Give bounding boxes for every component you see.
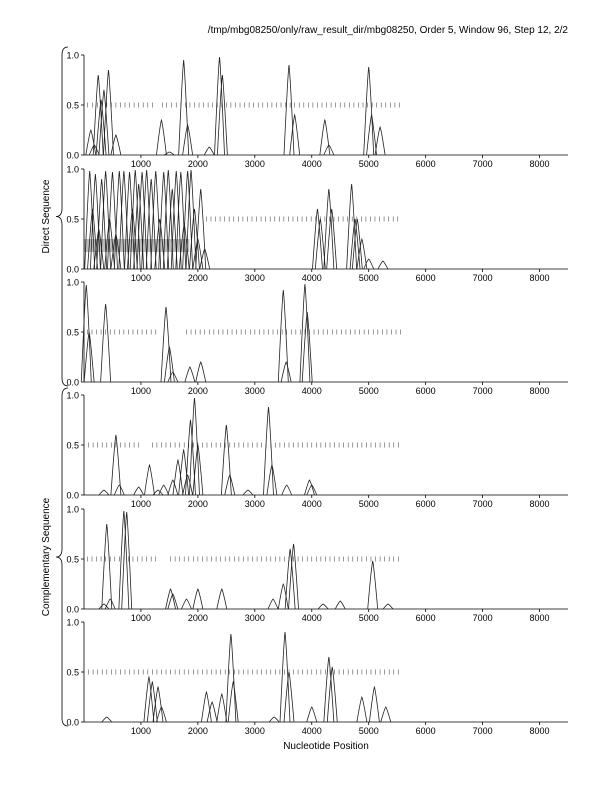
x-tick-label: 6000 — [415, 726, 436, 736]
y-tick-label: 1.0 — [66, 164, 79, 175]
data-peak — [221, 425, 231, 495]
x-tick-label: 2000 — [187, 613, 208, 623]
data-peak — [383, 604, 393, 609]
x-tick-label: 5000 — [358, 613, 379, 623]
data-peak — [85, 171, 95, 269]
x-tick-label: 2000 — [187, 499, 208, 509]
data-peak — [282, 485, 292, 495]
data-peak — [99, 490, 109, 495]
x-tick-label: 1000 — [130, 726, 151, 736]
data-peak — [347, 184, 357, 269]
data-peak — [307, 707, 317, 722]
data-peak — [375, 127, 385, 155]
x-tick-label: 8000 — [529, 273, 550, 283]
x-tick-label: 7000 — [472, 613, 493, 623]
x-tick-label: 7000 — [472, 159, 493, 169]
x-tick-label: 2000 — [187, 273, 208, 283]
data-peak — [281, 362, 291, 382]
x-tick-label: 6000 — [415, 159, 436, 169]
data-peak — [268, 599, 278, 609]
data-peak — [243, 490, 253, 495]
x-tick-label: 5000 — [358, 386, 379, 396]
panel-4 — [66, 391, 568, 510]
y-tick-label: 1.0 — [66, 617, 79, 628]
panels-layer — [66, 51, 568, 737]
data-peak — [324, 657, 334, 722]
data-peak — [367, 115, 377, 155]
group-label-direct: Direct Sequence — [41, 179, 52, 254]
data-peak — [228, 682, 238, 722]
data-peak — [102, 524, 112, 609]
data-peak — [278, 290, 288, 382]
x-tick-label: 1000 — [130, 499, 151, 509]
x-tick-label: 6000 — [415, 499, 436, 509]
panel-3 — [66, 278, 568, 397]
y-tick-label: 0.5 — [66, 554, 79, 565]
y-tick-label: 0.5 — [66, 327, 79, 338]
data-peak — [357, 697, 367, 722]
data-peak — [226, 634, 236, 722]
data-peak — [105, 599, 115, 609]
data-peak — [101, 304, 111, 382]
data-peak — [324, 189, 334, 269]
x-tick-label: 4000 — [301, 159, 322, 169]
data-peak — [327, 209, 337, 269]
x-tick-label: 8000 — [529, 386, 550, 396]
data-peak — [289, 544, 299, 609]
data-peak — [369, 687, 379, 722]
data-peak — [193, 589, 203, 609]
data-peak — [312, 209, 322, 269]
data-peak — [144, 465, 154, 495]
y-tick-label: 1.0 — [66, 504, 79, 515]
x-tick-label: 1000 — [130, 159, 151, 169]
data-peak — [204, 147, 214, 155]
data-peak — [269, 717, 279, 722]
x-tick-label: 8000 — [529, 726, 550, 736]
x-tick-label: 6000 — [415, 273, 436, 283]
x-tick-label: 3000 — [244, 386, 265, 396]
x-tick-label: 3000 — [244, 726, 265, 736]
x-tick-label: 5000 — [358, 159, 379, 169]
panel-1 — [66, 51, 568, 170]
x-tick-label: 4000 — [301, 726, 322, 736]
y-tick-label: 0.5 — [66, 440, 79, 451]
x-tick-label: 7000 — [472, 726, 493, 736]
panel-6 — [66, 618, 568, 737]
x-tick-label: 4000 — [301, 273, 322, 283]
data-peak — [196, 362, 206, 382]
data-peak — [217, 694, 227, 722]
data-peak — [167, 189, 177, 269]
data-peak — [284, 65, 294, 155]
x-tick-label: 2000 — [187, 159, 208, 169]
x-tick-label: 3000 — [244, 499, 265, 509]
data-peak — [156, 120, 166, 155]
data-peak — [225, 475, 235, 495]
data-peak — [290, 115, 300, 155]
x-tick-label: 5000 — [358, 499, 379, 509]
data-peak — [179, 60, 189, 155]
x-tick-label: 8000 — [529, 159, 550, 169]
data-peak — [320, 120, 330, 155]
data-peak — [378, 261, 388, 269]
data-peak — [364, 67, 374, 155]
x-tick-label: 6000 — [415, 386, 436, 396]
data-peak — [114, 485, 124, 495]
x-tick-label: 3000 — [244, 613, 265, 623]
x-tick-label: 1000 — [130, 273, 151, 283]
y-tick-label: 0.0 — [66, 264, 79, 275]
x-axis-label: Nucleotide Position — [283, 741, 369, 752]
y-tick-label: 1.0 — [66, 277, 79, 288]
x-tick-label: 8000 — [529, 613, 550, 623]
x-tick-label: 2000 — [187, 726, 208, 736]
data-peak — [381, 707, 391, 722]
panel-2 — [66, 165, 568, 284]
x-tick-label: 1000 — [130, 613, 151, 623]
data-peak — [181, 599, 191, 609]
group-label-complementary: Complementary Sequence — [41, 497, 52, 617]
data-peak — [215, 57, 225, 155]
y-tick-label: 0.0 — [66, 717, 79, 728]
y-tick-label: 0.0 — [66, 490, 79, 501]
x-tick-label: 4000 — [301, 386, 322, 396]
data-peak — [364, 259, 374, 269]
x-tick-label: 7000 — [472, 499, 493, 509]
y-tick-label: 0.5 — [66, 100, 79, 111]
data-peak — [102, 717, 112, 722]
data-peak — [217, 589, 227, 609]
x-tick-label: 1000 — [130, 386, 151, 396]
y-tick-label: 0.5 — [66, 667, 79, 678]
y-tick-label: 1.0 — [66, 50, 79, 61]
y-tick-label: 0.5 — [66, 214, 79, 225]
data-peak — [196, 189, 206, 269]
y-tick-label: 0.0 — [66, 150, 79, 161]
x-tick-label: 3000 — [244, 273, 265, 283]
x-tick-label: 3000 — [244, 159, 265, 169]
data-peak — [185, 367, 195, 382]
x-tick-label: 5000 — [358, 273, 379, 283]
x-tick-label: 5000 — [358, 726, 379, 736]
data-peak — [368, 561, 378, 609]
x-tick-label: 4000 — [301, 613, 322, 623]
data-peak — [159, 485, 169, 495]
x-tick-label: 7000 — [472, 386, 493, 396]
x-tick-label: 8000 — [529, 499, 550, 509]
x-tick-label: 6000 — [415, 613, 436, 623]
y-tick-label: 1.0 — [66, 390, 79, 401]
data-peak — [134, 487, 144, 495]
data-peak — [318, 604, 328, 609]
chart-title: /tmp/mbg08250/only/raw_result_dir/mbg08250, Order 5, Window 96, Step 12, 2/2 — [207, 25, 568, 36]
panel-5 — [66, 505, 568, 624]
data-peak — [335, 601, 345, 609]
x-tick-label: 4000 — [301, 499, 322, 509]
data-peak — [201, 692, 211, 722]
y-tick-label: 0.0 — [66, 604, 79, 615]
x-tick-label: 2000 — [187, 386, 208, 396]
data-peak — [125, 172, 135, 269]
data-peak — [168, 372, 178, 382]
x-tick-label: 7000 — [472, 273, 493, 283]
y-tick-label: 0.0 — [66, 377, 79, 388]
